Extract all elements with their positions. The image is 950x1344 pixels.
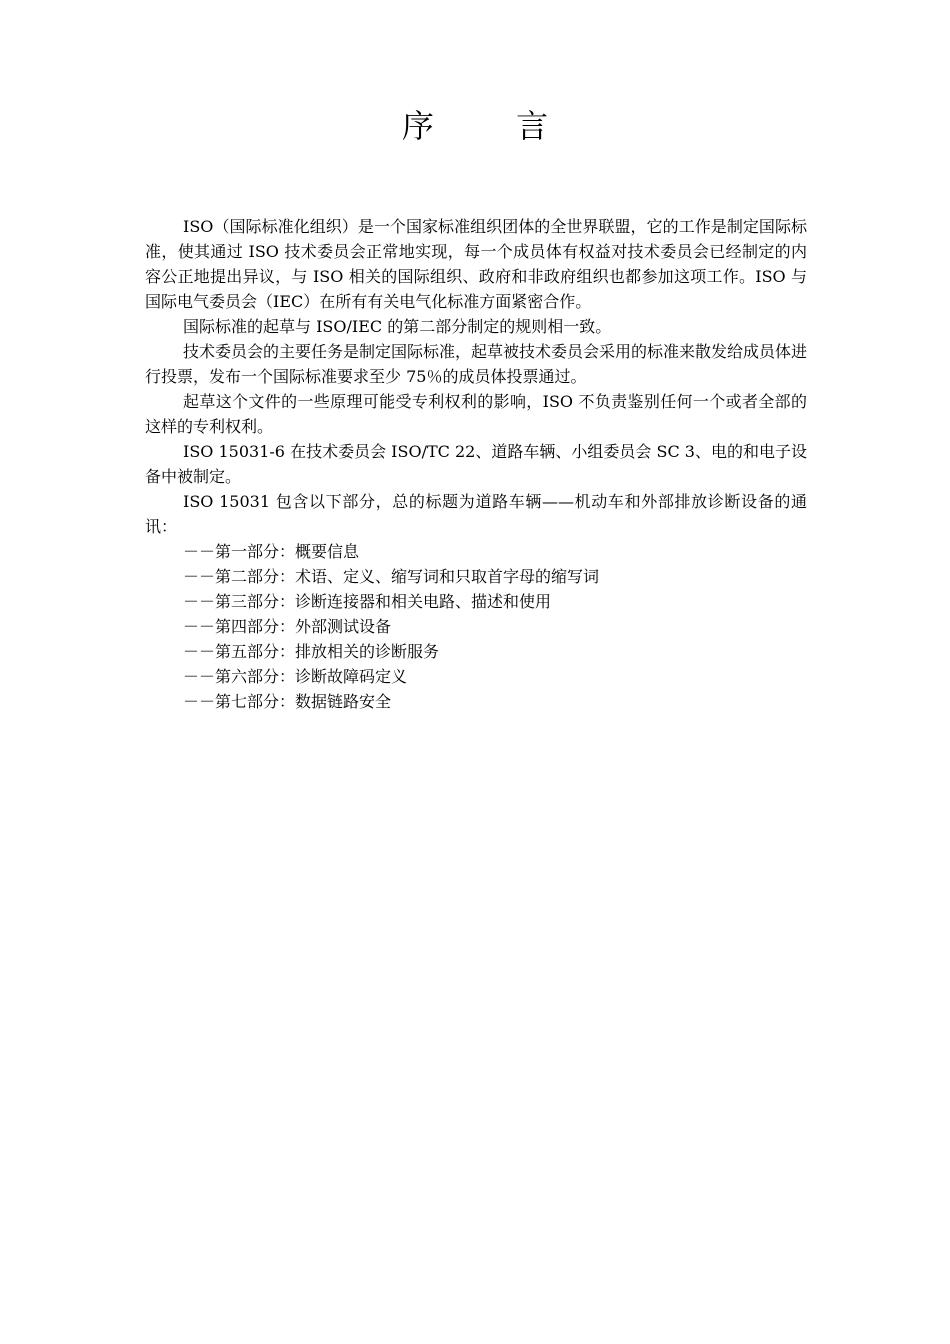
list-item: －－第一部分：概要信息 — [183, 542, 360, 561]
paragraph: 国际标准的起草与 ISO/IEC 的第二部分制定的规则相一致。 — [183, 317, 612, 336]
paragraph: 技术委员会的主要任务是制定国际标准，起草被技术委员会采用的标准来散发给成员体进行投票，发布一个国际标准要求至少 75％的成员体投票通过。 — [145, 342, 808, 386]
list-item: －－第四部分：外部测试设备 — [183, 617, 392, 636]
list-item: －－第三部分：诊断连接器和相关电路、描述和使用 — [183, 592, 552, 611]
list-item: －－第六部分：诊断故障码定义 — [183, 667, 408, 686]
paragraph: ISO（国际标准化组织）是一个国家标准组织团体的全世界联盟，它的工作是制定国际标准，使其通过 ISO 技术委员会正常地实现，每一个成员体有权益对技术委员会已经制定的内容公正地提出异议，与 ISO 相关的国际组织、政府和非政府组织也都参加这项工作。ISO 与国际电气委员会（IEC）在所有有关电气化标准方面紧密合作。 — [145, 217, 807, 311]
list-item: －－第七部分：数据链路安全 — [183, 692, 392, 711]
paragraph: ISO 15031-6 在技术委员会 ISO/TC 22、道路车辆、小组委员会 SC 3、电的和电子设备中被制定。 — [145, 442, 807, 486]
parts-list — [145, 539, 807, 714]
paragraph: ISO 15031 包含以下部分，总的标题为道路车辆——机动车和外部排放诊断设备的通讯： — [145, 492, 807, 536]
page-title: 序 言 — [401, 107, 585, 145]
list-item: －－第五部分：排放相关的诊断服务 — [183, 642, 440, 661]
list-item: －－第二部分：术语、定义、缩写词和只取首字母的缩写词 — [183, 567, 600, 586]
preface-body — [145, 214, 807, 714]
paragraph: 起草这个文件的一些原理可能受专利权利的影响，ISO 不负责鉴别任何一个或者全部的这样的专利权利。 — [145, 392, 807, 436]
